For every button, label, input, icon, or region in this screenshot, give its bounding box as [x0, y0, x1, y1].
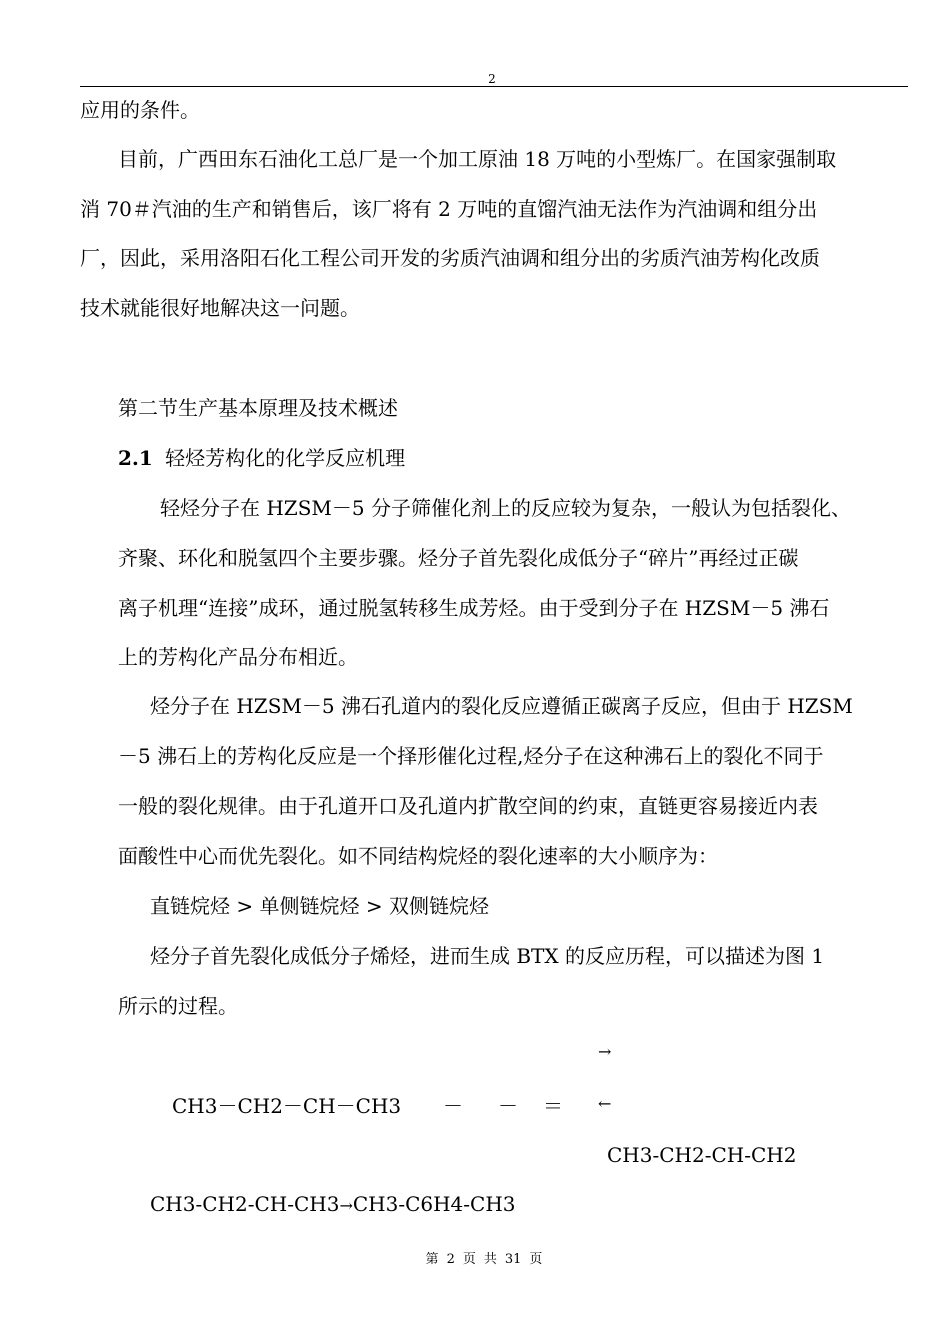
- footer-prefix: 第: [425, 1252, 439, 1267]
- reaction-dash-2: －: [498, 1094, 518, 1118]
- body-line: 消 70＃汽油的生产和销售后，该厂将有 2 万吨的直馏汽油无法作为汽油调和组分出: [80, 197, 818, 221]
- header-page-number: 2: [488, 72, 496, 86]
- body-line: 应用的条件。: [80, 98, 200, 122]
- body-line: 技术就能很好地解决这一问题。: [80, 296, 360, 320]
- reaction-formula-3: CH3-CH2-CH-CH3: [150, 1192, 340, 1216]
- header-rule: [80, 86, 908, 87]
- para1-line: 齐聚、环化和脱氢四个主要步骤。烃分子首先裂化成低分子“碎片”再经过正碳: [118, 546, 799, 570]
- para2-line: 一般的裂化规律。由于孔道开口及孔道内扩散空间的约束，直链更容易接近内表: [118, 794, 818, 818]
- reaction-formula-2: CH3-CH2-CH-CH2: [607, 1143, 797, 1167]
- para1-line: 轻烃分子在 HZSM－5 分子筛催化剂上的反应较为复杂，一般认为包括裂化、: [160, 496, 851, 520]
- subsection-title: 轻烃芳构化的化学反应机理: [165, 446, 406, 470]
- reaction-dash-1: －: [443, 1094, 463, 1118]
- para1-line: 上的芳构化产品分布相近。: [118, 645, 358, 669]
- footer-mid2: 共: [483, 1252, 497, 1267]
- footer-page: 2: [446, 1252, 455, 1267]
- para2-line: 面酸性中心而优先裂化。如不同结构烷烃的裂化速率的大小顺序为：: [118, 844, 718, 868]
- body-line: 目前，广西田东石油化工总厂是一个加工原油 18 万吨的小型炼厂。在国家强制取: [118, 147, 837, 171]
- para2-line: 烃分子在 HZSM－5 沸石孔道内的裂化反应遵循正碳离子反应，但由于 HZSM: [150, 694, 853, 718]
- reaction-formula-4: CH3-C6H4-CH3: [352, 1192, 516, 1216]
- reaction-equation: [150, 1192, 516, 1218]
- page-footer: [0, 1248, 950, 1267]
- reaction-equals: ＝: [543, 1094, 563, 1118]
- section-title: 第二节生产基本原理及技术概述: [118, 396, 398, 420]
- footer-mid1: 页: [462, 1252, 476, 1267]
- reaction-arrow: →: [339, 1196, 353, 1215]
- reaction-arrow-left: ←: [598, 1094, 612, 1113]
- para3-line: 所示的过程。: [118, 994, 238, 1018]
- footer-total: 31: [504, 1252, 522, 1267]
- para2-line: －5 沸石上的芳构化反应是一个择形催化过程,烃分子在这种沸石上的裂化不同于: [118, 744, 824, 768]
- reaction-arrow-right: →: [598, 1042, 612, 1061]
- para1-line: 离子机理“连接”成环，通过脱氢转移生成芳烃。由于受到分子在 HZSM－5 沸石: [118, 596, 830, 620]
- reaction-formula-1: CH3－CH2－CH－CH3: [172, 1094, 402, 1118]
- order-line: 直链烷烃 > 单侧链烷烃 > 双侧链烷烃: [150, 894, 489, 918]
- para3-line: 烃分子首先裂化成低分子烯烃，进而生成 BTX 的反应历程，可以描述为图 1: [150, 944, 825, 968]
- subsection-heading: [118, 446, 405, 470]
- subsection-number: 2.1: [118, 446, 153, 470]
- footer-suffix: 页: [529, 1252, 543, 1267]
- body-line: 厂，因此，采用洛阳石化工程公司开发的劣质汽油调和组分出的劣质汽油芳构化改质: [80, 246, 820, 270]
